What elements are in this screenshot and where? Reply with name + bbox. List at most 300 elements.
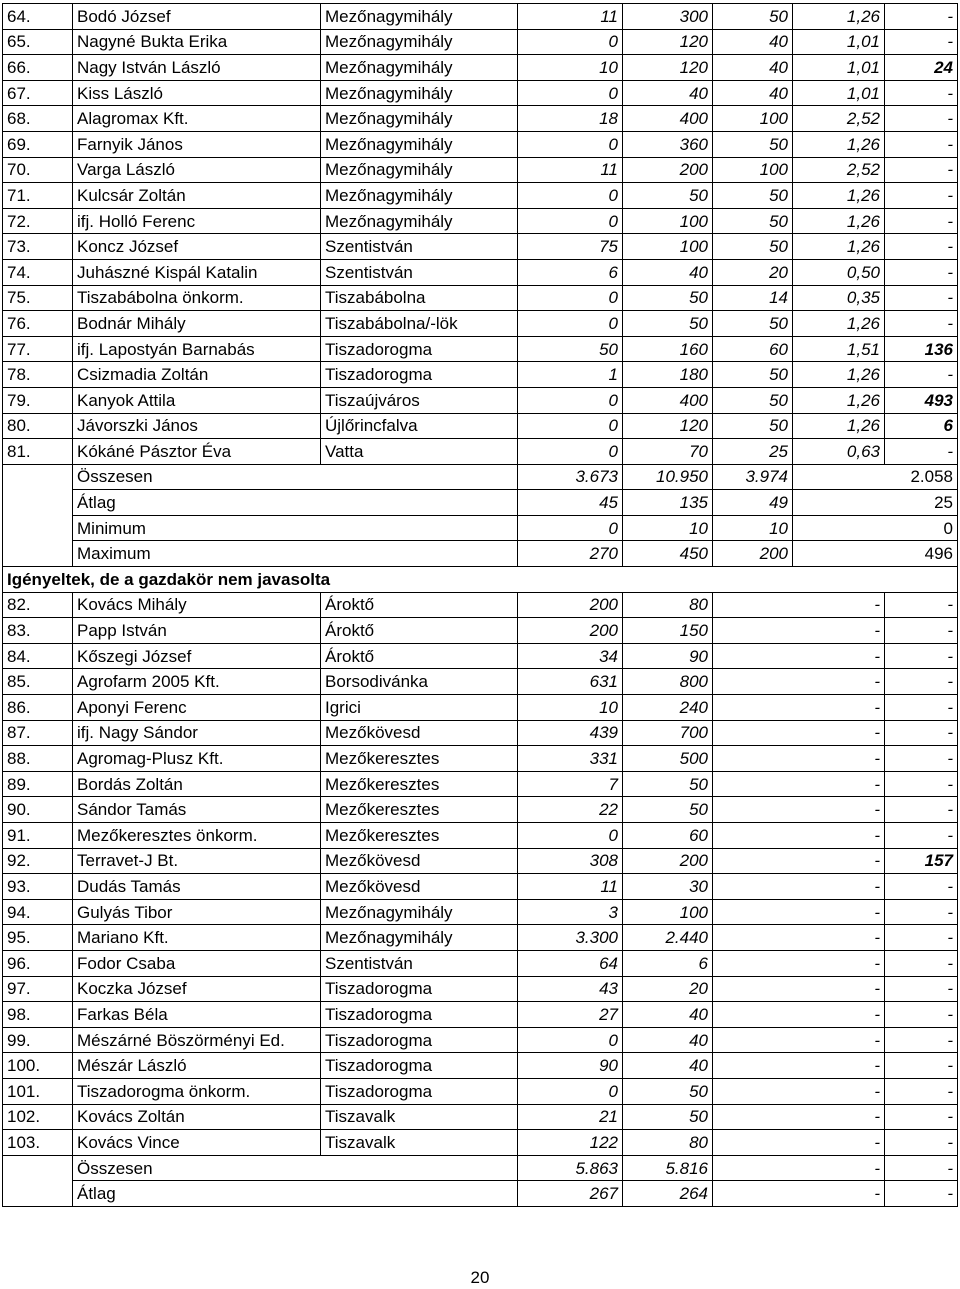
table-row [3,925,958,951]
row-number: 84. [3,643,73,669]
table-row [3,285,958,311]
summary-row [3,464,958,490]
value-1: 0 [518,413,623,439]
value-2: 80 [623,592,713,618]
settlement: Mezőnagymihály [321,55,518,81]
table-row [3,720,958,746]
value-2: 50 [623,1078,713,1104]
value-3: - [713,823,885,849]
value-1: 43 [518,976,623,1002]
value-5: - [885,643,958,669]
value-1: 331 [518,746,623,772]
summary-row [3,541,958,567]
value-3: - [713,1181,885,1207]
row-number: 92. [3,848,73,874]
value-5: - [885,746,958,772]
settlement: Mezőnagymihály [321,106,518,132]
empty-cell [3,1155,73,1206]
applicant-name: Bordás Zoltán [73,771,321,797]
value-4: 1,26 [793,183,885,209]
applicant-name: Kiss László [73,80,321,106]
settlement: Tiszadorogma [321,336,518,362]
settlement: Mezőnagymihály [321,4,518,30]
value-1: 3.300 [518,925,623,951]
value-2: 300 [623,4,713,30]
value-2: 10.950 [623,464,713,490]
value-2: 40 [623,1002,713,1028]
value-2: 700 [623,720,713,746]
settlement: Tiszadorogma [321,362,518,388]
table-row [3,4,958,30]
applicant-name: Papp István [73,618,321,644]
value-3: 25 [713,439,793,465]
value-1: 122 [518,1130,623,1156]
value-1: 11 [518,157,623,183]
settlement: Mezőkeresztes [321,771,518,797]
value-2: 90 [623,643,713,669]
applicant-name: Mezőkeresztes önkorm. [73,823,321,849]
value-3: - [713,848,885,874]
settlement: Tiszadorogma [321,1053,518,1079]
settlement: Mezőnagymihály [321,925,518,951]
value-2: 50 [623,183,713,209]
row-number: 76. [3,311,73,337]
value-3: 20 [713,259,793,285]
settlement: Vatta [321,439,518,465]
value-1: 308 [518,848,623,874]
settlement: Mezőnagymihály [321,157,518,183]
value-2: 500 [623,746,713,772]
value-2: 80 [623,1130,713,1156]
value-2: 50 [623,797,713,823]
value-4: 1,01 [793,55,885,81]
table-row [3,106,958,132]
value-1: 0 [518,1027,623,1053]
settlement: Újlőrincfalva [321,413,518,439]
value-4: 25 [793,490,958,516]
value-1: 11 [518,4,623,30]
value-3: 49 [713,490,793,516]
value-3: - [713,899,885,925]
row-number: 74. [3,259,73,285]
summary-row [3,1155,958,1181]
settlement: Tiszadorogma [321,1002,518,1028]
row-number: 89. [3,771,73,797]
value-5: - [885,925,958,951]
value-1: 11 [518,874,623,900]
settlement: Szentistván [321,259,518,285]
summary-label: Összesen [73,1155,518,1181]
applicant-name: Csizmadia Zoltán [73,362,321,388]
value-3: 200 [713,541,793,567]
applicant-name: Sándor Tamás [73,797,321,823]
table-row [3,1053,958,1079]
value-5: - [885,29,958,55]
table-row [3,848,958,874]
value-5: - [885,1181,958,1207]
value-2: 264 [623,1181,713,1207]
value-4: 2,52 [793,106,885,132]
applicant-name: Agromag-Plusz Kft. [73,746,321,772]
value-5: - [885,976,958,1002]
value-4: 1,26 [793,387,885,413]
value-2: 400 [623,387,713,413]
value-2: 150 [623,618,713,644]
value-2: 180 [623,362,713,388]
table-row [3,157,958,183]
value-3: - [713,1104,885,1130]
value-3: 60 [713,336,793,362]
value-2: 30 [623,874,713,900]
summary-label: Átlag [73,1181,518,1207]
applicant-name: Gulyás Tibor [73,899,321,925]
row-number: 99. [3,1027,73,1053]
value-1: 10 [518,695,623,721]
table-row [3,1104,958,1130]
value-5: - [885,157,958,183]
value-3: 100 [713,106,793,132]
value-3: 50 [713,131,793,157]
value-3: - [713,618,885,644]
value-3: 50 [713,362,793,388]
empty-cell [3,464,73,566]
applicant-name: Kókáné Pásztor Éva [73,439,321,465]
value-2: 200 [623,848,713,874]
table-row [3,259,958,285]
table-row [3,29,958,55]
value-2: 5.816 [623,1155,713,1181]
value-3: - [713,771,885,797]
row-number: 85. [3,669,73,695]
value-1: 200 [518,592,623,618]
table-row [3,234,958,260]
row-number: 73. [3,234,73,260]
row-number: 103. [3,1130,73,1156]
row-number: 100. [3,1053,73,1079]
value-1: 200 [518,618,623,644]
value-3: 100 [713,157,793,183]
value-5: - [885,695,958,721]
value-3: - [713,695,885,721]
section-title-row [3,567,958,593]
value-3: 3.974 [713,464,793,490]
applicant-name: Terravet-J Bt. [73,848,321,874]
value-1: 267 [518,1181,623,1207]
settlement: Tiszavalk [321,1130,518,1156]
table-row [3,336,958,362]
settlement: Szentistván [321,234,518,260]
table-row [3,1002,958,1028]
settlement: Mezőkövesd [321,720,518,746]
row-number: 86. [3,695,73,721]
value-1: 0 [518,823,623,849]
settlement: Mezőnagymihály [321,29,518,55]
table-row [3,439,958,465]
value-5: - [885,1104,958,1130]
settlement: Tiszadorogma [321,1078,518,1104]
value-5: - [885,80,958,106]
value-1: 90 [518,1053,623,1079]
row-number: 78. [3,362,73,388]
value-3: - [713,1155,885,1181]
table-row [3,1078,958,1104]
value-1: 439 [518,720,623,746]
value-1: 0 [518,285,623,311]
value-2: 50 [623,285,713,311]
value-5: - [885,1155,958,1181]
value-4: 1,26 [793,362,885,388]
value-3: - [713,1078,885,1104]
summary-label: Minimum [73,515,518,541]
table-row [3,643,958,669]
value-5: - [885,311,958,337]
value-2: 2.440 [623,925,713,951]
section-title: Igényeltek, de a gazdakör nem javasolta [3,567,958,593]
value-2: 120 [623,55,713,81]
value-4: 496 [793,541,958,567]
row-number: 101. [3,1078,73,1104]
applicant-name: Agrofarm 2005 Kft. [73,669,321,695]
settlement: Mezőnagymihály [321,131,518,157]
value-3: - [713,1053,885,1079]
value-3: - [713,950,885,976]
value-4: 1,26 [793,4,885,30]
applicant-name: Mészárné Böszörményi Ed. [73,1027,321,1053]
value-2: 10 [623,515,713,541]
settlement: Tiszavalk [321,1104,518,1130]
applicant-name: ifj. Lapostyán Barnabás [73,336,321,362]
value-2: 800 [623,669,713,695]
document-page [2,3,957,1207]
summary-row [3,1181,958,1207]
summary-label: Átlag [73,490,518,516]
value-4: 1,01 [793,80,885,106]
value-1: 631 [518,669,623,695]
value-3: - [713,925,885,951]
value-1: 0 [518,1078,623,1104]
table-row [3,311,958,337]
row-number: 66. [3,55,73,81]
table-row [3,797,958,823]
value-2: 100 [623,899,713,925]
value-1: 18 [518,106,623,132]
value-1: 22 [518,797,623,823]
applicant-name: Fodor Csaba [73,950,321,976]
settlement: Tiszabábolna/-lök [321,311,518,337]
settlement: Mezőnagymihály [321,80,518,106]
value-5: - [885,618,958,644]
value-5: - [885,285,958,311]
value-2: 360 [623,131,713,157]
applicant-name: Bodó József [73,4,321,30]
value-5: - [885,234,958,260]
value-5: - [885,669,958,695]
settlement: Ároktő [321,618,518,644]
value-3: - [713,746,885,772]
row-number: 79. [3,387,73,413]
value-1: 10 [518,55,623,81]
applicant-name: Nagyné Bukta Erika [73,29,321,55]
value-2: 120 [623,413,713,439]
applicant-name: Kanyok Attila [73,387,321,413]
value-3: 50 [713,4,793,30]
settlement: Mezőnagymihály [321,208,518,234]
value-5: - [885,106,958,132]
row-number: 71. [3,183,73,209]
row-number: 90. [3,797,73,823]
row-number: 64. [3,4,73,30]
table-row [3,976,958,1002]
value-5: - [885,259,958,285]
summary-label: Összesen [73,464,518,490]
value-5: - [885,592,958,618]
row-number: 83. [3,618,73,644]
value-1: 0 [518,80,623,106]
value-1: 45 [518,490,623,516]
table-row [3,771,958,797]
value-1: 0 [518,311,623,337]
settlement: Mezőnagymihály [321,183,518,209]
row-number: 95. [3,925,73,951]
row-number: 98. [3,1002,73,1028]
value-5: 157 [885,848,958,874]
value-5: - [885,439,958,465]
settlement: Szentistván [321,950,518,976]
value-5: - [885,1027,958,1053]
value-5: - [885,183,958,209]
value-4: 1,26 [793,234,885,260]
value-5: - [885,1002,958,1028]
value-5: - [885,1130,958,1156]
applicant-name: Farnyik János [73,131,321,157]
row-number: 77. [3,336,73,362]
value-5: - [885,208,958,234]
value-5: 6 [885,413,958,439]
value-4: 1,26 [793,311,885,337]
applicant-name: Dudás Tamás [73,874,321,900]
table-row [3,1130,958,1156]
row-number: 94. [3,899,73,925]
value-5: 136 [885,336,958,362]
applicant-name: Alagromax Kft. [73,106,321,132]
row-number: 93. [3,874,73,900]
value-1: 64 [518,950,623,976]
value-3: 14 [713,285,793,311]
value-5: - [885,362,958,388]
value-1: 34 [518,643,623,669]
value-1: 7 [518,771,623,797]
value-3: 40 [713,29,793,55]
table-row [3,899,958,925]
value-1: 0 [518,29,623,55]
settlement: Ároktő [321,592,518,618]
value-3: 50 [713,413,793,439]
table-row [3,874,958,900]
row-number: 97. [3,976,73,1002]
applicant-name: Nagy István László [73,55,321,81]
value-5: - [885,1078,958,1104]
value-1: 3.673 [518,464,623,490]
summary-label: Maximum [73,541,518,567]
value-5: - [885,899,958,925]
value-1: 27 [518,1002,623,1028]
value-5: - [885,797,958,823]
value-2: 40 [623,259,713,285]
applicant-name: Tiszadorogma önkorm. [73,1078,321,1104]
value-3: - [713,976,885,1002]
value-5: - [885,823,958,849]
value-2: 40 [623,1027,713,1053]
table-row [3,950,958,976]
value-1: 50 [518,336,623,362]
value-3: - [713,720,885,746]
value-5: 24 [885,55,958,81]
settlement: Mezőkeresztes [321,797,518,823]
value-3: - [713,1027,885,1053]
settlement: Ároktő [321,643,518,669]
value-3: - [713,1130,885,1156]
value-4: 0 [793,515,958,541]
applicant-name: Koncz József [73,234,321,260]
value-1: 0 [518,439,623,465]
page-number: 20 [470,1268,490,1287]
value-5: - [885,720,958,746]
value-3: 50 [713,387,793,413]
applicant-name: Farkas Béla [73,1002,321,1028]
table-row [3,695,958,721]
settlement: Tiszaújváros [321,387,518,413]
table-row [3,55,958,81]
value-2: 20 [623,976,713,1002]
value-5: - [885,131,958,157]
row-number: 75. [3,285,73,311]
settlement: Tiszadorogma [321,1027,518,1053]
value-3: - [713,797,885,823]
table-row [3,618,958,644]
row-number: 87. [3,720,73,746]
value-1: 270 [518,541,623,567]
value-3: - [713,643,885,669]
value-2: 100 [623,234,713,260]
value-5: - [885,874,958,900]
value-5: - [885,950,958,976]
value-1: 0 [518,183,623,209]
value-5: 493 [885,387,958,413]
value-4: 1,51 [793,336,885,362]
value-1: 0 [518,208,623,234]
value-5: - [885,1053,958,1079]
row-number: 82. [3,592,73,618]
value-2: 50 [623,311,713,337]
applicant-name: Mariano Kft. [73,925,321,951]
value-2: 60 [623,823,713,849]
settlement: Mezőnagymihály [321,899,518,925]
value-1: 6 [518,259,623,285]
table-row [3,80,958,106]
applicant-name: Juhászné Kispál Katalin [73,259,321,285]
value-1: 0 [518,387,623,413]
table-row [3,208,958,234]
settlement: Mezőkövesd [321,874,518,900]
applicant-name: Bodnár Mihály [73,311,321,337]
value-2: 200 [623,157,713,183]
settlement: Borsodivánka [321,669,518,695]
row-number: 80. [3,413,73,439]
applicant-name: Kovács Mihály [73,592,321,618]
value-4: 0,35 [793,285,885,311]
value-3: - [713,1002,885,1028]
data-table [2,3,958,1207]
